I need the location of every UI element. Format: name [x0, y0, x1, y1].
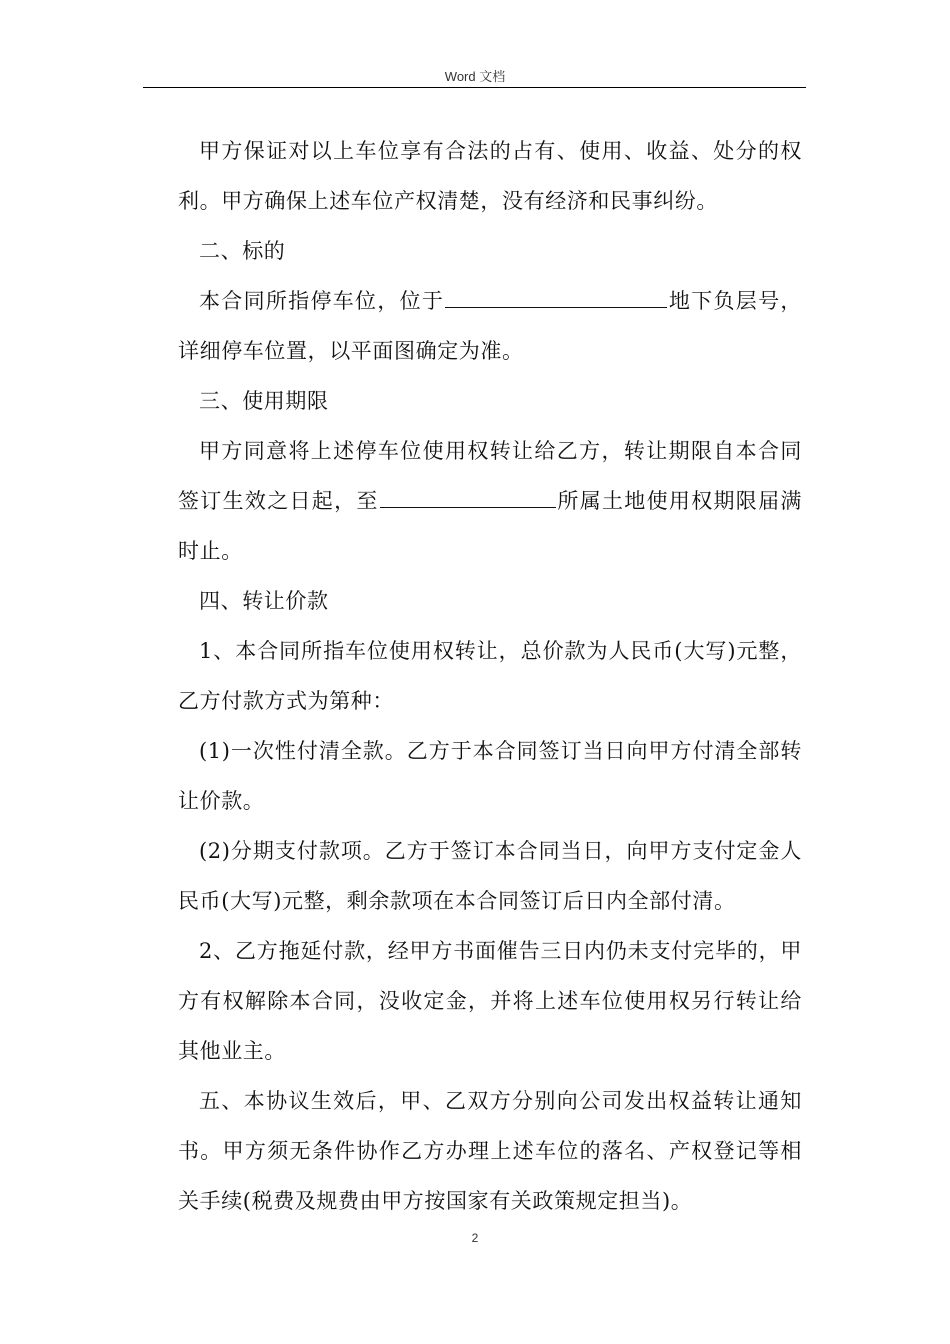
- paragraph-parking-location-end: 地下负层号，详细停车位置，以平面图确定为准。: [178, 289, 802, 363]
- section-heading-term: 三、使用期限: [199, 389, 329, 413]
- section-heading-price: 四、转让价款: [199, 589, 329, 613]
- paragraph-full-payment: (1)一次性付清全款。乙方于本合同签订当日向甲方付清全部转让价款。: [178, 739, 802, 813]
- paragraph-parking-location-start: 本合同所指停车位，位于: [199, 289, 445, 313]
- paragraph-total-price: 1、本合同所指车位使用权转让，总价款为人民币(大写)元整，乙方付款方式为第种：: [178, 639, 802, 713]
- paragraph-usage-term-start: 甲方同意将上述停车位使用权转让给乙方，转让期限自本合同签订生效之日起，至: [178, 439, 802, 513]
- fill-in-blank-term-end: [380, 487, 556, 508]
- paragraph-parking-location: [178, 276, 802, 376]
- page-number: 2: [471, 1231, 479, 1245]
- paragraph-transfer-notice: 五、本协议生效后，甲、乙双方分别向公司发出权益转让通知书。甲方须无条件协作乙方办理上述车位的落名、产权登记等相关手续(税费及规费由甲方按国家有关政策规定担当)。: [178, 1089, 802, 1213]
- paragraph-ownership-guarantee: 甲方保证对以上车位享有合法的占有、使用、收益、处分的权利。甲方确保上述车位产权清楚，没有经济和民事纠纷。: [178, 139, 802, 213]
- page-header: Word 文档: [444, 69, 506, 84]
- document-body: [178, 126, 802, 1226]
- paragraph-late-payment: 2、乙方拖延付款，经甲方书面催告三日内仍未支付完毕的，甲方有权解除本合同，没收定金，并将上述车位使用权另行转让给其他业主。: [178, 939, 802, 1063]
- section-heading-subject: 二、标的: [199, 239, 286, 263]
- paragraph-installment-payment: (2)分期支付款项。乙方于签订本合同当日，向甲方支付定金人民币(大写)元整，剩余款项在本合同签订后日内全部付清。: [178, 839, 802, 913]
- paragraph-usage-term-end: 所属土地使用权期限届满时止。: [178, 489, 802, 563]
- header-divider: [143, 87, 806, 88]
- paragraph-usage-term: [178, 426, 802, 576]
- fill-in-blank-location: [445, 287, 667, 308]
